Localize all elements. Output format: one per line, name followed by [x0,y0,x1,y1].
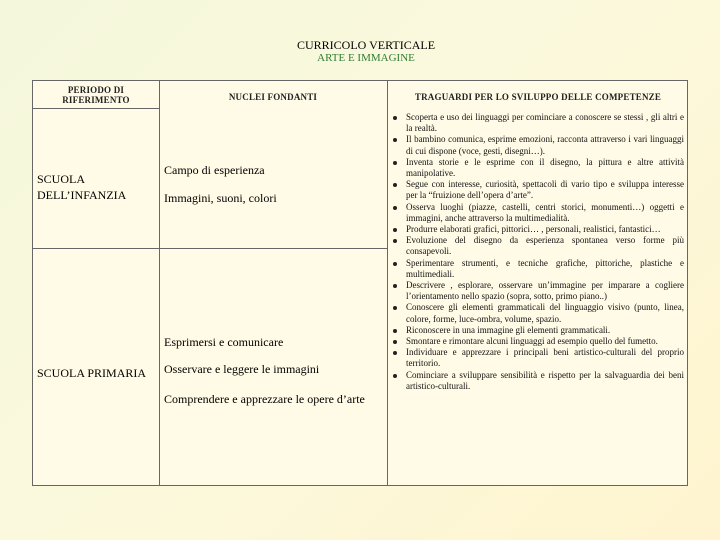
goal-item: Il bambino comunica, esprime emozioni, racconta attraverso i vari linguaggi di cui dispone (voce, gesti, disegni…). [388,134,684,156]
goal-item: Descrivere , esplorare, osservare un’immagine per imparare a cogliere l’orientamento nello spazio (sopra, sotto, primo piano..) [388,280,684,302]
goal-item: Riconoscere in una immagine gli elementi grammaticali. [388,325,684,336]
bullet-icon [393,284,397,288]
school-infanzia: SCUOLA DELL’INFANZIA [37,172,127,202]
header-period: PERIODO DI RIFERIMENTO [62,85,130,105]
school-primaria: SCUOLA PRIMARIA [37,366,147,380]
curriculum-table [32,80,688,486]
goal-item: Evoluzione del disegno da esperienza spontanea verso forme più consapevoli. [388,235,684,257]
bullet-icon [393,351,397,355]
goals-list [388,112,684,392]
bullet-icon [393,116,397,120]
header-underline [33,108,159,109]
goal-item: Conoscere gli elementi grammaticali del linguaggio visivo (punto, linea, colore, forme, luce-ombra, volume, spazio. [388,302,684,324]
bullet-icon [393,161,397,165]
row-divider [33,248,387,249]
goal-item: Produrre elaborati grafici, pittorici… , personali, realistici, fantastici… [388,224,684,235]
bullet-icon [393,228,397,232]
goal-item: Osserva luoghi (piazze, castelli, centri storici, monumenti…) oggetti e immagini, anche attraverso la multimedialità. [388,202,684,224]
core-area-esprimersi: Esprimersi e comunicare [164,335,284,349]
core-area-comprendere: Comprendere e apprezzare le opere d’arte [164,392,365,406]
bullet-icon [393,239,397,243]
core-area-immagini: Immagini, suoni, colori [164,191,277,205]
goal-item: Individuare e apprezzare i principali beni artistico-culturali del proprio territorio. [388,347,684,369]
goal-item: Smontare e rimontare alcuni linguaggi ad esempio quello del fumetto. [388,336,684,347]
title-main: CURRICOLO VERTICALE [296,38,436,52]
goal-item: Cominciare a sviluppare sensibilità e rispetto per la salvaguardia dei beni artistico-culturali. [388,370,684,392]
goal-item: Sperimentare strumenti, e tecniche grafiche, pittoriche, plastiche e multimediali. [388,258,684,280]
goal-item: Segue con interesse, curiosità, spettacoli di vario tipo e sviluppa interesse per la “fruizione dell’opera d’arte”. [388,179,684,201]
document-title [0,38,720,65]
goal-item: Scoperta e uso dei linguaggi per cominciare a conoscere se stessi , gli altri e la realtà. [388,112,684,134]
core-area-campo: Campo di esperienza [164,163,265,177]
bullet-icon [393,206,397,210]
header-goals: TRAGUARDI PER LO SVILUPPO DELLE COMPETENZE [414,92,662,102]
bullet-icon [393,374,397,378]
core-area-osservare: Osservare e leggere le immagini [164,362,320,376]
bullet-icon [393,138,397,142]
bullet-icon [393,306,397,310]
bullet-icon [393,262,397,266]
column-divider-1 [159,81,160,485]
bullet-icon [393,329,397,333]
title-subject: ARTE E IMMAGINE [317,52,415,64]
bullet-icon [393,183,397,187]
header-core-areas: NUCLEI FONDANTI [228,92,318,102]
goal-item: Inventa storie e le esprime con il disegno, la pittura e altre attività manipolative. [388,157,684,179]
bullet-icon [393,340,397,344]
